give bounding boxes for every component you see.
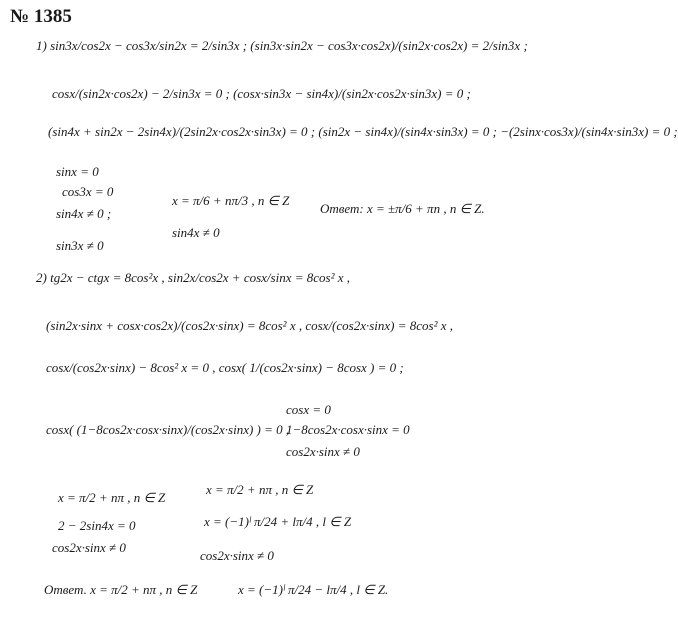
- part1-answer: Ответ: x = ±π/6 + πn , n ∈ Z.: [320, 201, 485, 216]
- part1-system-mid: x = π/6 + nπ/3 , n ∈ Z: [172, 193, 290, 208]
- problem-number: № 1385: [10, 6, 72, 27]
- part2-step4: cosx( (1−8cos2x·cosx·sinx)/(cos2x·sinx) ) = 0 ,: [46, 422, 290, 437]
- part1-step1: 1) sin3x/cos2x − cos3x/sin2x = 2/sin3x ; (sin3x·sin2x − cos3x·cos2x)/(sin2x·cos2x) = 2/sin3x ;: [36, 38, 528, 53]
- part2-step3: cosx/(cos2x·sinx) − 8cos² x = 0 , cosx( 1/(cos2x·sinx) − 8cosx ) = 0 ;: [46, 360, 404, 375]
- part1-step3: (sin4x + sin2x − 2sin4x)/(2sin2x·cos2x·sin3x) = 0 ; (sin2x − sin4x)/(sin4x·sin3x) = 0 ; −(2sinx·cos3x)/(sin4x·sin3x) = 0 ;: [48, 124, 678, 139]
- part1-system-sin3x: sin3x ≠ 0: [56, 238, 104, 253]
- part2-step1: 2) tg2x − ctgx = 8cos²x , sin2x/cos2x + cosx/sinx = 8cos² x ,: [36, 270, 350, 285]
- part2-line-cos2: cos2x·sinx ≠ 0: [200, 548, 274, 563]
- part2-line-x3: x = (−1)ˡ π/24 + lπ/4 , l ∈ Z: [204, 514, 352, 529]
- part2-line-x1: x = π/2 + nπ , n ∈ Z: [58, 490, 166, 505]
- part2-system-expr: 1−8cos2x·cosx·sinx = 0: [286, 422, 410, 437]
- part2-line-cos1: cos2x·sinx ≠ 0: [52, 540, 126, 555]
- part2-step2: (sin2x·sinx + cosx·cos2x)/(cos2x·sinx) = 8cos² x , cosx/(cos2x·sinx) = 8cos² x ,: [46, 318, 454, 333]
- part2-answer-b: x = (−1)ˡ π/24 − lπ/4 , l ∈ Z.: [238, 582, 389, 597]
- part1-system-sin: sinx = 0: [56, 164, 99, 179]
- part2-answer-a: Ответ. x = π/2 + nπ , n ∈ Z: [44, 582, 198, 597]
- part1-system-sin4x-1: sin4x ≠ 0 ;: [56, 206, 112, 221]
- part2-line-x2: x = π/2 + nπ , n ∈ Z: [206, 482, 314, 497]
- part1-step2: cosx/(sin2x·cos2x) − 2/sin3x = 0 ; (cosx·sin3x − sin4x)/(sin2x·cos2x·sin3x) = 0 ;: [52, 86, 471, 101]
- part2-system-ne: cos2x·sinx ≠ 0: [286, 444, 360, 459]
- part2-line-sin: 2 − 2sin4x = 0: [58, 518, 136, 533]
- part1-system-sin4x-2: sin4x ≠ 0: [172, 225, 220, 240]
- part1-system-cos3x: cos3x = 0: [62, 184, 114, 199]
- part2-system-cos0: cosx = 0: [286, 402, 331, 417]
